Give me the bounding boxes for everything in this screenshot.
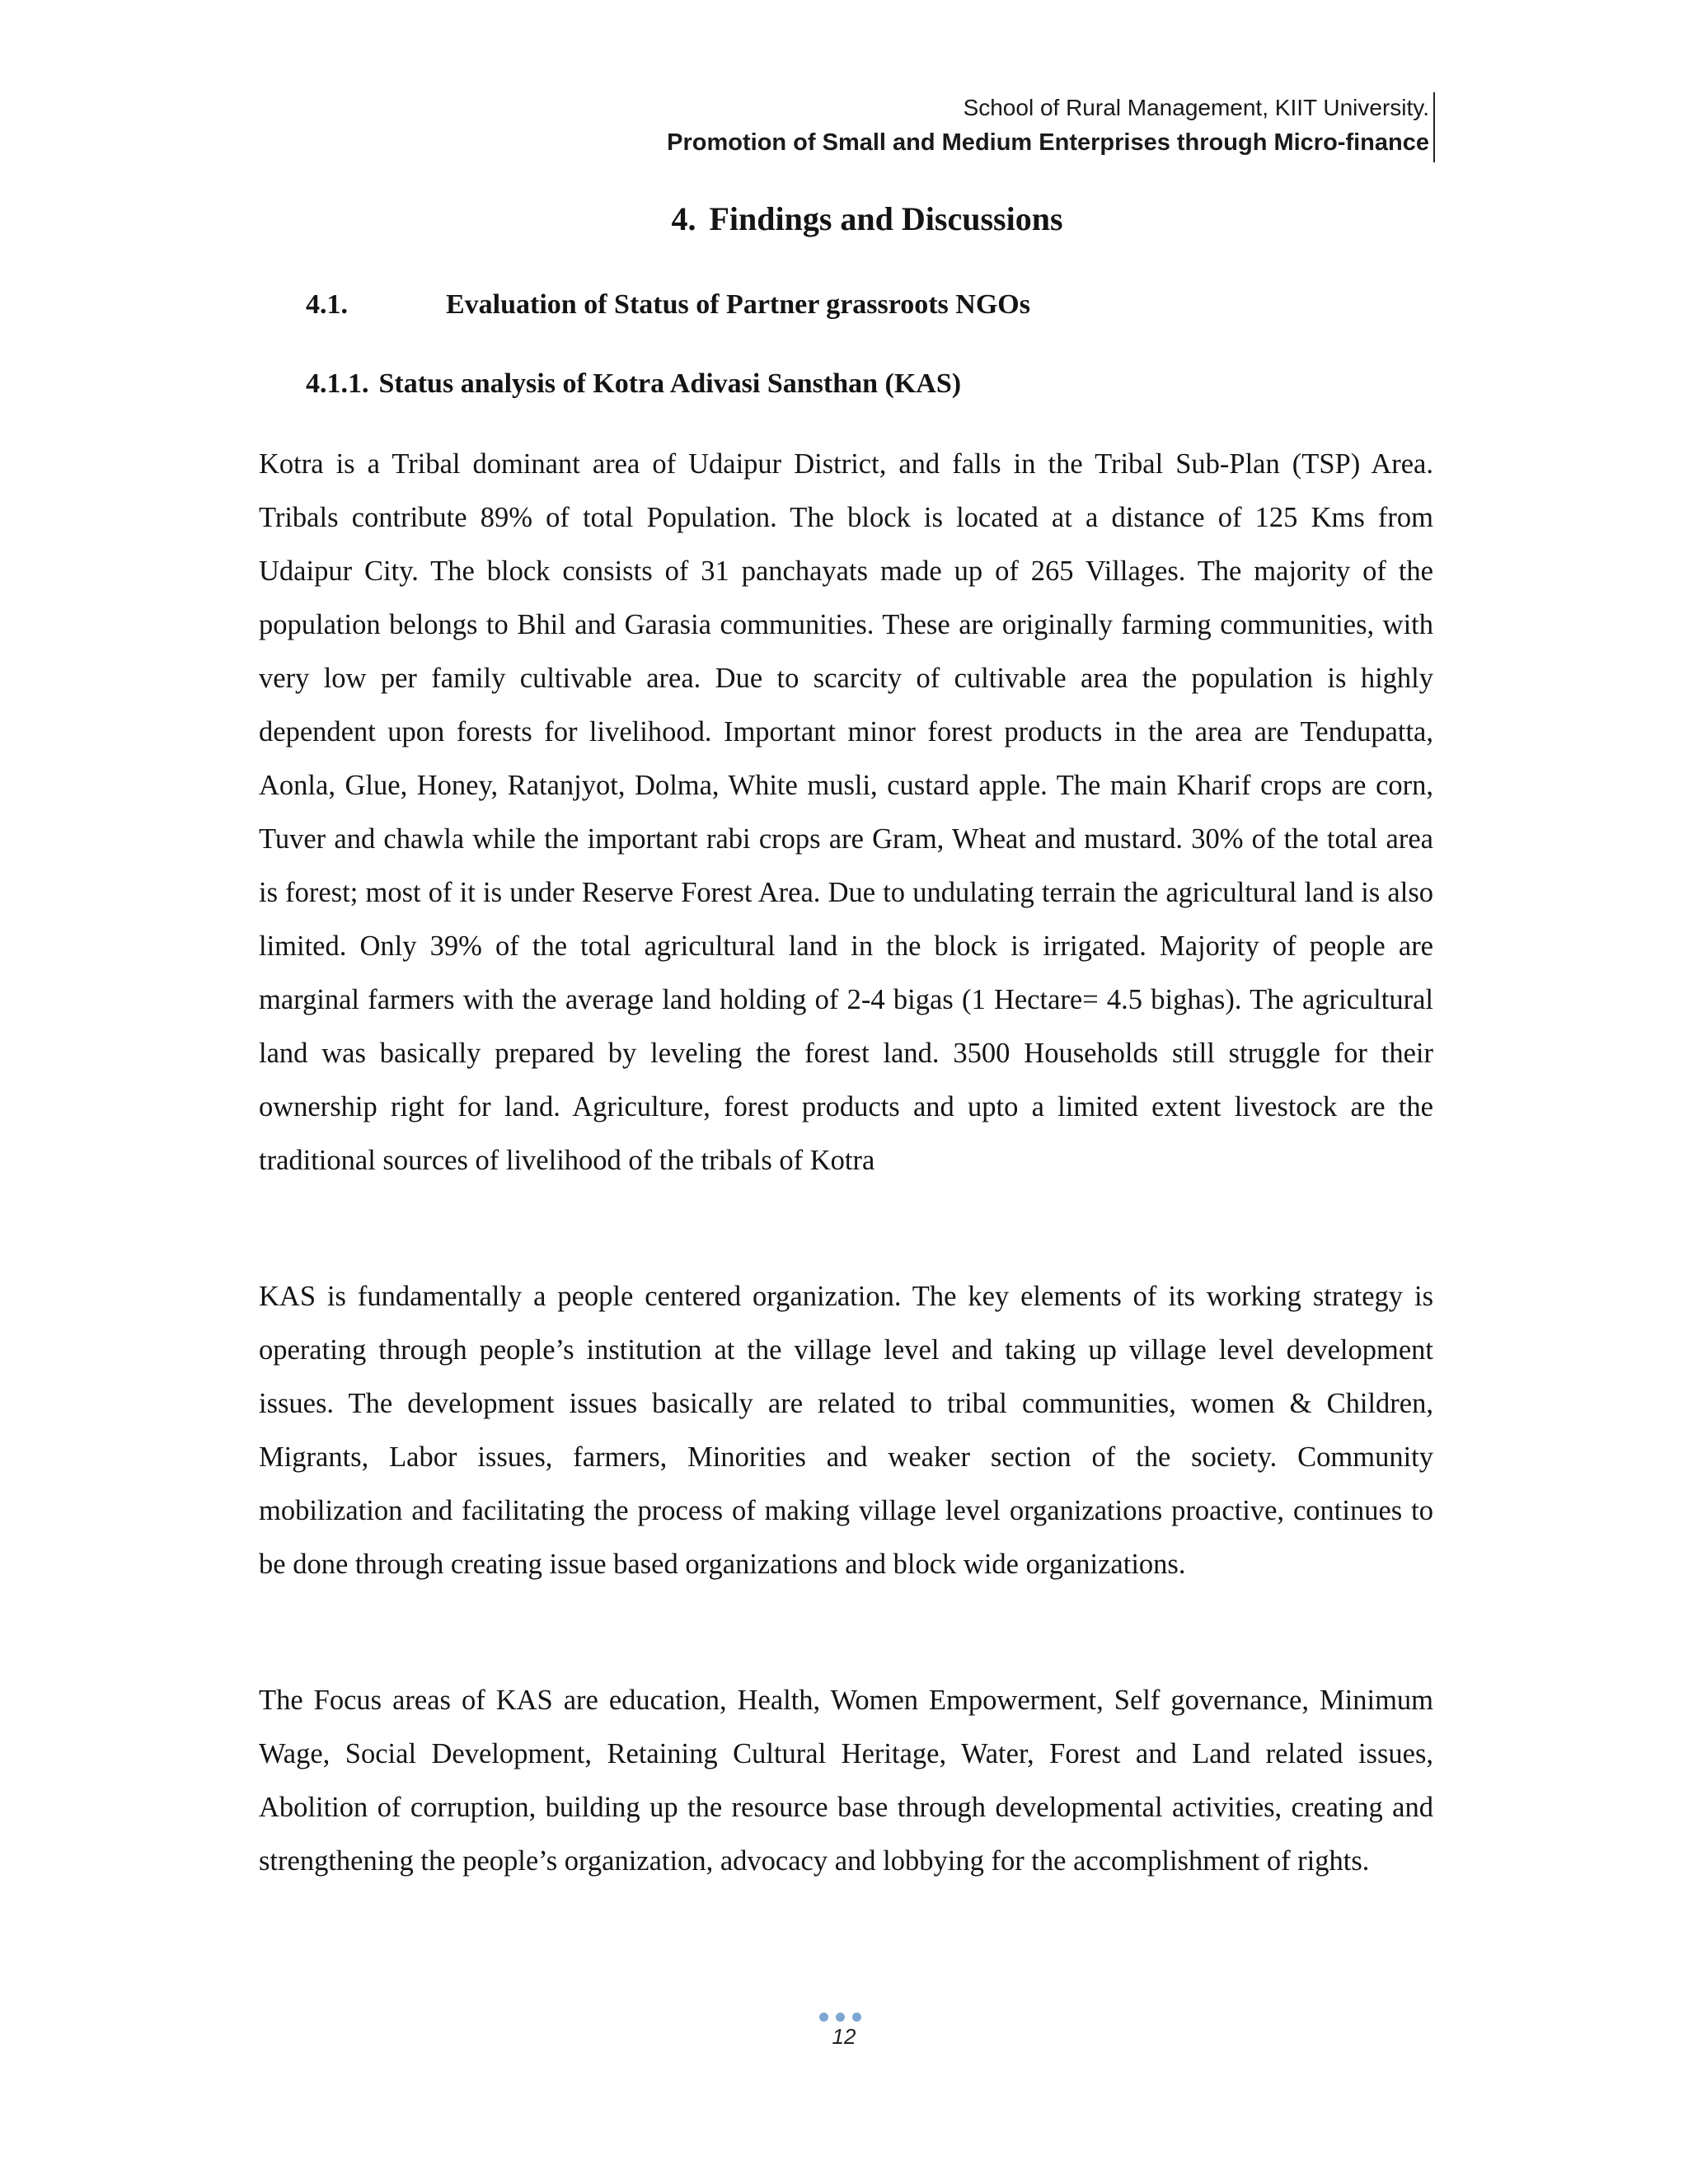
paragraph-kas-organization: KAS is fundamentally a people centered organization. The key elements of its working strategy is operating through people’s institution at the village level and taking up village level development issues. The development issues basically are related to tribal communities, women & Children, Migrants, Labor issues, farmers, Minorities and weaker section of the society. Community mobilization and facilitating the process of making village level organizations proactive, continues to be done through creating issue based organizations and block wide organizations. [259,1281,1433,1580]
subsection-title: Status analysis of Kotra Adivasi Sansthan (KAS) [378,368,962,399]
footer-dot [852,2013,861,2022]
running-header [667,91,1429,160]
paragraph-kas-focus-areas: The Focus areas of KAS are education, Health, Women Empowerment, Self governance, Minimum Wage, Social Development, Retaining Cultural Heritage, Water, Forest and Land related issues, Abolition of corruption, building up the resource base through developmental activities, creating and strengthening the people’s organization, advocacy and lobbying for the accomplishment of rights. [259,1685,1433,1877]
footer-dots-ornament [819,2013,861,2022]
subsection-heading [306,364,961,404]
header-institution: School of Rural Management, KIIT University. [963,95,1429,120]
header-vertical-rule [1433,92,1435,162]
chapter-title: Findings and Discussions [709,200,1063,237]
section-title: Evaluation of Status of Partner grassroots NGOs [446,289,1030,320]
subsection-number: 4.1.1. [306,368,369,399]
footer-dot [836,2013,845,2022]
section-number: 4.1. [306,289,348,320]
page-number: 12 [832,2024,856,2049]
footer-dot [819,2013,828,2022]
paragraph-kotra-area: Kotra is a Tribal dominant area of Udaipur District, and falls in the Tribal Sub-Plan (TSP) Area. Tribals contribute 89% of total Population. The block is located at a distance of 125 Kms from Udaipur City. The block consists of 31 panchayats made up of 265 Villages. The majority of the population belongs to Bhil and Garasia communities. These are originally farming communities, with very low per family cultivable area. Due to scarcity of cultivable area the population is highly dependent upon forests for livelihood. Important minor forest products in the area are Tendupatta, Aonla, Glue, Honey, Ratanjyot, Dolma, White musli, custard apple. The main Kharif crops are corn, Tuver and chawla while the important rabi crops are Gram, Wheat and mustard. 30% of the total area is forest; most of it is under Reserve Forest Area. Due to undulating terrain the agricultural land is also limited. Only 39% of the total agricultural land in the block is irrigated. Majority of people are marginal farmers with the average land holding of 2-4 bigas (1 Hectare= 4.5 bighas). The agricultural land was basically prepared by leveling the forest land. 3500 Households still struggle for their ownership right for land. Agriculture, forest products and upto a limited extent livestock are the traditional sources of livelihood of the tribals of Kotra [259,448,1433,1176]
header-report-title: Promotion of Small and Medium Enterprises through Micro-finance [667,129,1429,156]
chapter-number: 4. [671,200,696,237]
chapter-heading [0,196,1688,242]
section-heading [306,285,1030,325]
